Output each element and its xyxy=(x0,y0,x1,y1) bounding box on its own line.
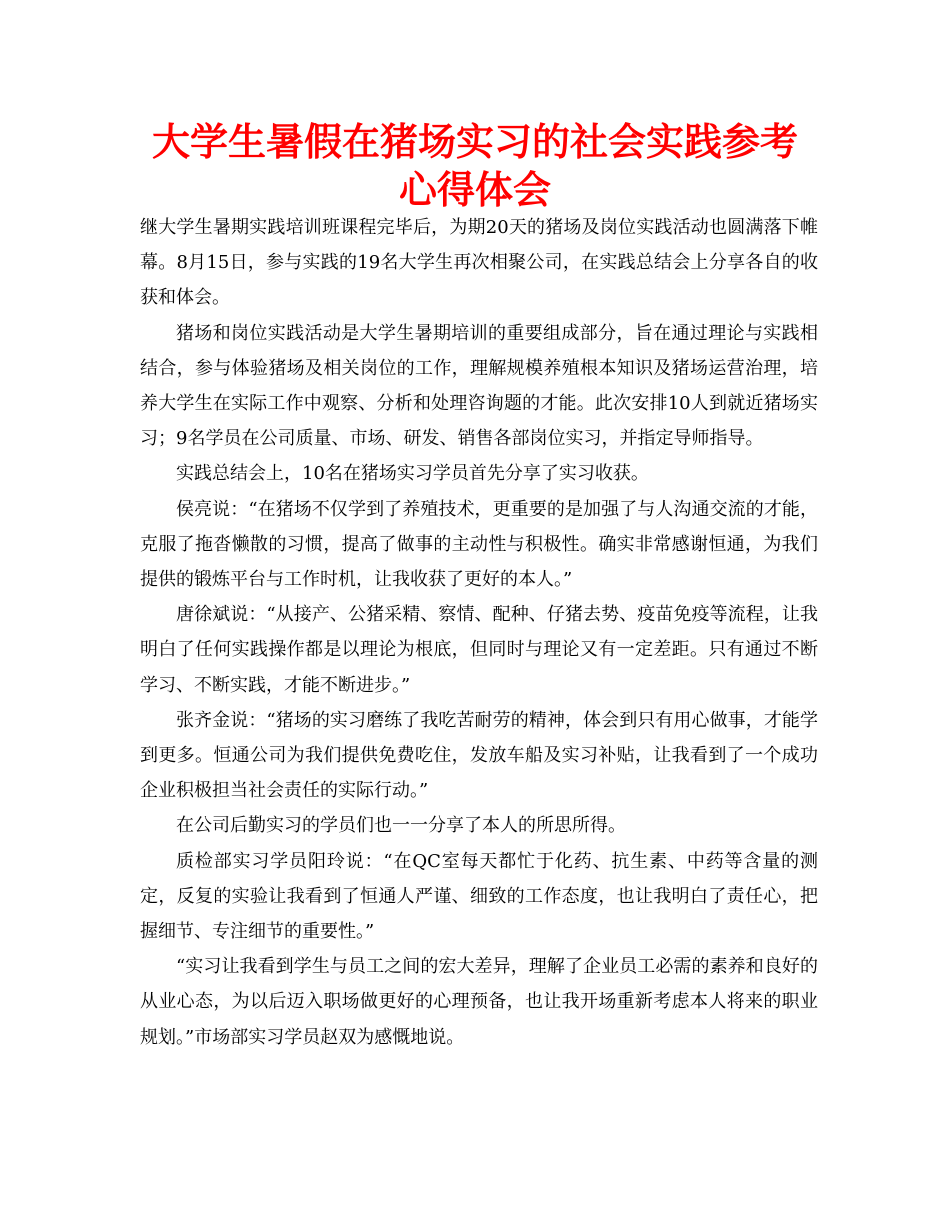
paragraph-quote-tang-xubin: 唐徐斌说：“从接产、公猪采精、察情、配种、仔猪去势、疫苗免疫等流程，让我明白了任何实践操作都是以理论为根底，但同时与理论又有一定差距。只有通过不断学习、不断实践，才能不断进步。” xyxy=(140,604,818,696)
paragraph-quote-zhao-shuangwei: “实习让我看到学生与员工之间的宏大差异，理解了企业员工必需的素养和良好的从业心态，为以后迈入职场做更好的心理预备，也让我开场重新考虑本人将来的职业规划。”市场部实习学员赵双为感慨地说。 xyxy=(140,956,818,1048)
paragraph-summary-meeting: 实践总结会上，10名在猪场实习学员首先分享了实习收获。 xyxy=(176,463,649,485)
paragraph-overview: 猪场和岗位实践活动是大学生暑期培训的重要组成部分，旨在通过理论与实践相结合，参与体验猪场及相关岗位的工作，理解规模养殖根本知识及猪场运营治理，培养大学生在实际工作中观察、分析和处理咨询题的才能。此次安排10人到就近猪场实习；9名学员在公司质量、市场、研发、销售各部岗位实习，并指定导师指导。 xyxy=(140,322,818,450)
paragraph-logistics-intro: 在公司后勤实习的学员们也一一分享了本人的所思所得。 xyxy=(176,815,626,837)
document-title: 大学生暑假在猪场实习的社会实践参考心得体会 xyxy=(151,120,798,212)
paragraph-quote-yang-ling: 质检部实习学员阳玲说：“在QC室每天都忙于化药、抗生素、中药等含量的测定，反复的实验让我看到了恒通人严谨、细致的工作态度，也让我明白了责任心，把握细节、专注细节的重要性。” xyxy=(140,850,818,943)
document-body xyxy=(140,210,818,1055)
paragraph-quote-zhang-qijin: 张齐金说：“猪场的实习磨练了我吃苦耐劳的精神，体会到只有用心做事，才能学到更多。恒通公司为我们提供免费吃住，发放车船及实习补贴，让我看到了一个成功企业积极担当社会责任的实际行动。” xyxy=(140,709,818,802)
paragraph-intro: 继大学生暑期实践培训班课程完毕后，为期20天的猪场及岗位实践活动也圆满落下帷幕。8月15日，参与实践的19名大学生再次相聚公司，在实践总结会上分享各自的收获和体会。 xyxy=(140,217,818,309)
paragraph-quote-hou-liang: 侯亮说：“在猪场不仅学到了养殖技术，更重要的是加强了与人沟通交流的才能，克服了拖沓懒散的习惯，提高了做事的主动性与积极性。确实非常感谢恒通，为我们提供的锻炼平台与工作时机，让我收获了更好的本人。” xyxy=(140,498,818,591)
